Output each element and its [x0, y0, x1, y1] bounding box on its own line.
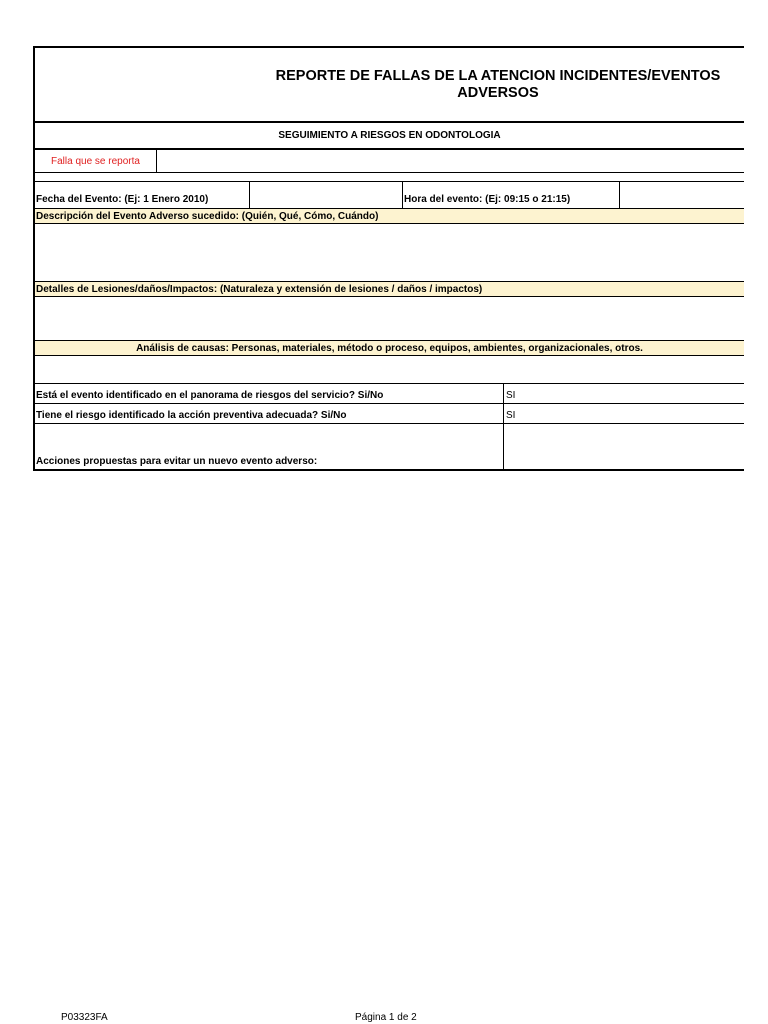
falla-label: Falla que se reporta [35, 150, 157, 172]
descripcion-label: Descripción del Evento Adverso sucedido: (Quién, Qué, Cómo, Cuándo) [35, 209, 744, 224]
question-answer[interactable]: SI [506, 390, 516, 401]
acciones-label: Acciones propuestas para evitar un nuevo evento adverso: [35, 424, 504, 469]
question-answer[interactable]: SI [506, 410, 516, 421]
report-form [33, 46, 744, 471]
hora-label: Hora del evento: (Ej: 09:15 o 21:15) [403, 182, 620, 208]
subtitle: SEGUIMIENTO A RIESGOS EN ODONTOLOGIA [35, 123, 744, 150]
falla-input[interactable] [157, 150, 744, 172]
title-row [35, 48, 744, 123]
acciones-input[interactable] [504, 424, 744, 469]
acciones-row [35, 424, 744, 471]
question-row-panorama [35, 384, 744, 404]
falla-row [35, 150, 744, 173]
fecha-label: Fecha del Evento: (Ej: 1 Enero 2010) [35, 182, 250, 208]
fecha-input[interactable] [250, 182, 403, 208]
descripcion-input[interactable] [35, 224, 744, 282]
question-row-accion [35, 404, 744, 424]
question-label: Está el evento identificado en el panorama de riesgos del servicio? Si/No [35, 384, 504, 403]
report-title: REPORTE DE FALLAS DE LA ATENCION INCIDENTES/EVENTOS ADVERSOS [275, 68, 721, 101]
footer-page-number: Página 1 de 2 [355, 1012, 417, 1023]
analisis-label: Análisis de causas: Personas, materiales, método o proceso, equipos, ambientes, organizacionales, otros. [35, 341, 744, 356]
analisis-input[interactable] [35, 356, 744, 384]
question-label: Tiene el riesgo identificado la acción preventiva adecuada? Si/No [35, 404, 504, 423]
hora-input[interactable] [620, 182, 744, 208]
spacer-row [35, 173, 744, 182]
detalles-input[interactable] [35, 297, 744, 341]
detalles-label: Detalles de Lesiones/daños/Impactos: (Naturaleza y extensión de lesiones / daños / impactos) [35, 282, 744, 297]
footer-code: P03323FA [61, 1012, 108, 1023]
fecha-hora-row [35, 182, 744, 209]
